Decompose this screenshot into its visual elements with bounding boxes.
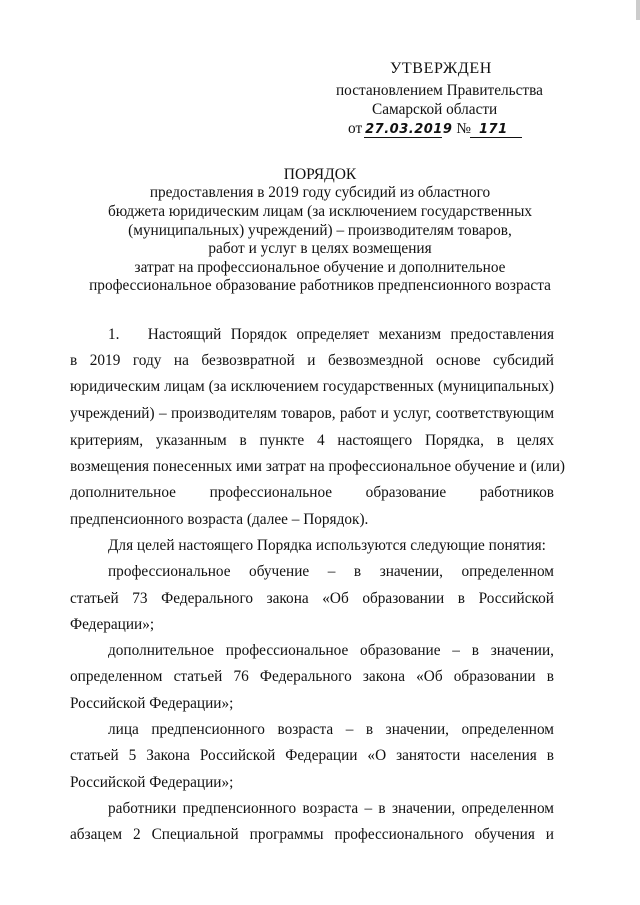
body-line-13: дополнительное профессиональное образование – в значении, — [108, 642, 554, 659]
body-line-19: работники предпенсионного возраста – в значении, определенном — [108, 800, 554, 817]
body-line-17: статьей 5 Закона Российской Федерации «О занятости населения в — [70, 747, 554, 764]
body-line-12: Федерации»; — [70, 616, 155, 633]
body-line-3: юридическим лицам (за исключением государственных (муниципальных) — [70, 378, 554, 395]
title-line-4: работ и услуг в целях возмещения — [208, 240, 432, 257]
body-line-14: определенном статьей 76 Федерального закона «Об образовании в — [70, 668, 554, 685]
approval-line-2: Самарской области — [372, 101, 498, 118]
date-underline — [364, 137, 442, 138]
body-line-2: в 2019 году на безвозвратной и безвозмездной основе субсидий — [70, 352, 554, 369]
body-line-6: возмещения понесенных ими затрат на профессиональное обучение и (или) — [70, 458, 565, 475]
date-prefix: от — [348, 120, 363, 137]
body-line-10: профессиональное обучение – в значении, определенном — [108, 563, 554, 580]
body-line-8: предпенсионного возраста (далее – Порядок). — [70, 511, 369, 528]
number-underline — [470, 137, 522, 138]
title-line-6: профессиональное образование работников предпенсионного возраста — [89, 277, 551, 294]
approval-number: 171 — [479, 122, 508, 137]
number-sign: № — [456, 120, 471, 137]
page-edge-mark — [636, 0, 640, 20]
title-line-2: бюджета юридическим лицам (за исключением государственных — [107, 203, 533, 220]
body-line-1: 1. Настоящий Порядок определяет механизм предоставления — [108, 326, 554, 343]
title-line-3: (муниципальных) учреждений) – производителям товаров, — [128, 222, 512, 239]
approval-date: 27.03.2019 — [365, 122, 453, 137]
body-line-16: лица предпенсионного возраста – в значении, определенном — [108, 721, 554, 738]
body-line-7: дополнительное профессиональное образование работников — [70, 484, 554, 501]
title-line-5: затрат на профессиональное обучение и дополнительное — [134, 259, 506, 276]
body-line-5: критериям, указанным в пункте 4 настоящего Порядка, в целях — [70, 432, 554, 449]
body-line-9: Для целей настоящего Порядка используются следующие понятия: — [108, 537, 546, 554]
approval-title: УТВЕРЖДЕН — [390, 60, 492, 77]
title-line-1: предоставления в 2019 году субсидий из областного — [149, 184, 491, 201]
body-line-20: абзацем 2 Специальной программы профессионального обучения и — [70, 826, 554, 843]
body-line-11: статьей 73 Федерального закона «Об образовании в Российской — [70, 590, 554, 607]
body-line-18: Российской Федерации»; — [70, 774, 234, 791]
body-line-4: учреждений) – производителям товаров, работ и услуг, соответствующим — [70, 405, 554, 422]
body-line-15: Российской Федерации»; — [70, 695, 234, 712]
approval-line-1: постановлением Правительства — [336, 82, 543, 99]
doc-heading: ПОРЯДОК — [283, 166, 357, 183]
